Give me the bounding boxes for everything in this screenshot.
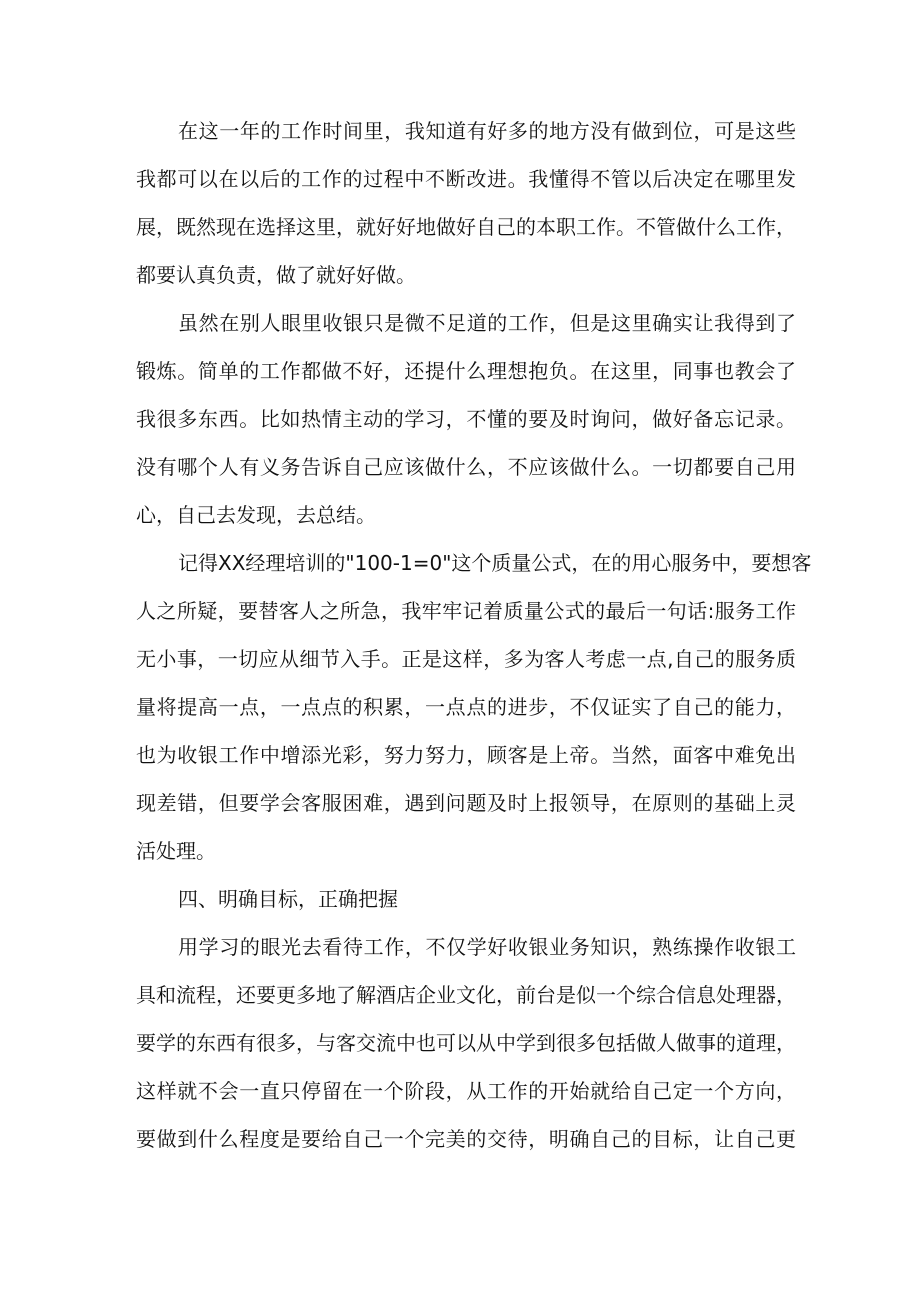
paragraph-line: 要做到什么程度是要给自己一个完美的交待，明确自己的目标，让自己更 — [136, 1127, 796, 1151]
paragraph-line: 具和流程，还要更多地了解酒店企业文化，前台是似一个综合信息处理器， — [136, 983, 796, 1007]
paragraph-line: 锻炼。简单的工作都做不好，还提什么理想抱负。在这里，同事也教会了 — [136, 359, 796, 383]
paragraph-line: 活处理。 — [136, 839, 216, 863]
paragraph-line: 都要认真负责，做了就好好做。 — [136, 263, 416, 287]
paragraph-line: 用学习的眼光去看待工作，不仅学好收银业务知识，熟练操作收银工 — [178, 935, 796, 959]
paragraph-line: 在这一年的工作时间里，我知道有好多的地方没有做到位，可是这些 — [178, 119, 796, 143]
paragraph-line: 这样就不会一直只停留在一个阶段，从工作的开始就给自己定一个方向， — [136, 1079, 796, 1103]
paragraph-line: 展，既然现在选择这里，就好好地做好自己的本职工作。不管做什么工作， — [136, 215, 796, 239]
paragraph-line: 要学的东西有很多，与客交流中也可以从中学到很多包括做人做事的道理， — [136, 1031, 796, 1055]
paragraph-line: 我很多东西。比如热情主动的学习，不懂的要及时询问，做好备忘记录。 — [136, 407, 796, 431]
paragraph-line: 人之所疑，要替客人之所急，我牢牢记着质量公式的最后一句话:服务工作 — [136, 599, 796, 623]
paragraph-line: 我都可以在以后的工作的过程中不断改进。我懂得不管以后决定在哪里发 — [136, 167, 796, 191]
paragraph-line: 虽然在别人眼里收银只是微不足道的工作，但是这里确实让我得到了 — [178, 311, 796, 335]
paragraph-line: 现差错，但要学会客服困难，遇到问题及时上报领导，在原则的基础上灵 — [136, 791, 796, 815]
paragraph-line: 无小事，一切应从细节入手。正是这样，多为客人考虑一点,自己的服务质 — [136, 647, 796, 671]
paragraph-line: 记得XX经理培训的"100-1=0"这个质量公式，在的用心服务中，要想客 — [178, 551, 812, 575]
paragraph-line: 没有哪个人有义务告诉自己应该做什么，不应该做什么。一切都要自己用 — [136, 455, 796, 479]
paragraph-line: 心，自己去发现，去总结。 — [136, 503, 376, 527]
section-heading: 四、明确目标，正确把握 — [178, 887, 398, 911]
paragraph-line: 量将提高一点，一点点的积累，一点点的进步，不仅证实了自己的能力， — [136, 695, 796, 719]
paragraph-line: 也为收银工作中增添光彩，努力努力，顾客是上帝。当然，面客中难免出 — [136, 743, 796, 767]
